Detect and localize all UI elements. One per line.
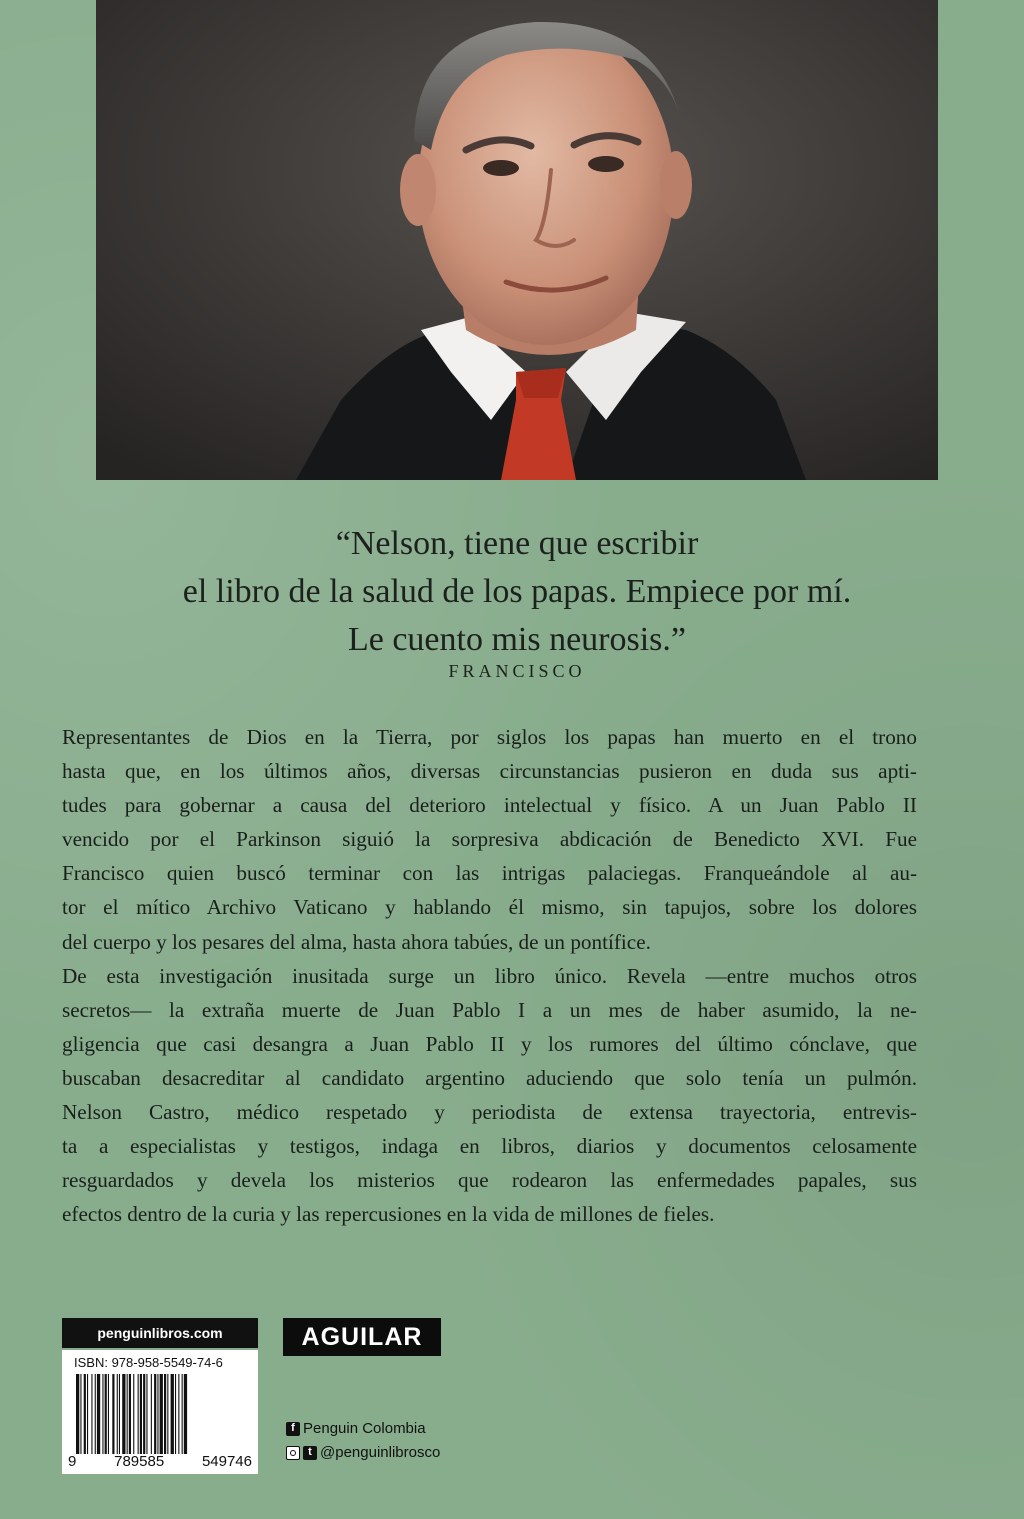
synopsis-line: Francisco quien buscó terminar con las intrigas palaciegas. Franqueándole al au-	[62, 861, 917, 886]
barcode-bar	[129, 1374, 131, 1454]
barcode-bar	[108, 1374, 109, 1454]
facebook-icon: f	[286, 1422, 300, 1436]
instagram-twitter-link	[286, 1444, 440, 1461]
barcode-bar	[184, 1374, 187, 1454]
synopsis-line: Representantes de Dios en la Tierra, por siglos los papas han muerto en el trono	[62, 725, 917, 749]
barcode-bar	[133, 1374, 134, 1454]
barcode-digit-group: 9	[68, 1453, 77, 1470]
barcode-bar	[143, 1374, 145, 1454]
barcode-bar	[151, 1374, 152, 1454]
publisher-website: penguinlibros.com	[62, 1318, 258, 1348]
isbn-label: ISBN: 978-958-5549-74-6	[74, 1355, 223, 1370]
barcode-bar	[87, 1374, 88, 1454]
barcode-bar	[76, 1374, 79, 1454]
synopsis-line: ta a especialistas y testigos, indaga en libros, diarios y documentos celosamente	[62, 1134, 917, 1159]
barcode-bar	[102, 1374, 103, 1454]
quote-line: Le cuento mis neurosis.”	[347, 621, 687, 658]
facebook-link	[286, 1420, 426, 1437]
barcode-digit-group: 789585	[114, 1453, 165, 1470]
quote-line: el libro de la salud de los papas. Empiece por mí.	[182, 573, 852, 610]
barcode-bar	[140, 1374, 142, 1454]
barcode-bar	[117, 1374, 118, 1454]
synopsis-line: del cuerpo y los pesares del alma, hasta ahora tabúes, de un pontífice.	[62, 929, 651, 954]
barcode-bar	[178, 1374, 179, 1454]
barcode-bar	[112, 1374, 114, 1454]
barcode-bar	[171, 1374, 174, 1454]
barcode-bar	[138, 1374, 139, 1454]
barcode-bar	[146, 1374, 147, 1454]
synopsis-line: gligencia que casi desangra a Juan Pablo II y los rumores del último cónclave, que	[62, 1031, 917, 1056]
barcode-bar	[167, 1374, 168, 1454]
barcode-bar	[157, 1374, 158, 1454]
social-handle: @penguinlibrosco	[320, 1444, 441, 1461]
barcode-bar	[164, 1374, 166, 1454]
synopsis-line: vencido por el Parkinson siguió la sorpresiva abdicación de Benedicto XVI. Fue	[62, 827, 917, 852]
synopsis-line: efectos dentro de la curia y las repercusiones en la vida de millones de fieles.	[62, 1202, 715, 1227]
instagram-icon	[286, 1446, 300, 1460]
synopsis-line: hasta que, en los últimos años, diversas circunstancias pusieron en duda sus apti-	[62, 759, 917, 784]
quote-author: FRANCISCO	[448, 661, 586, 681]
isbn-barcode	[62, 1350, 258, 1474]
synopsis-line: secretos— la extraña muerte de Juan Pablo I a un mes de haber asumido, la ne-	[62, 997, 917, 1022]
barcode-bar	[154, 1374, 156, 1454]
barcode-bar	[182, 1374, 183, 1454]
synopsis-line: Nelson Castro, médico respetado y periodista de extensa trayectoria, entrevis-	[62, 1100, 917, 1125]
barcode-bar	[175, 1374, 176, 1454]
synopsis-line: De esta investigación inusitada surge un libro único. Revela —entre muchos otros	[62, 963, 917, 988]
facebook-name: Penguin Colombia	[303, 1420, 426, 1437]
barcode-digits	[62, 1453, 258, 1470]
synopsis-line: buscaban desacreditar al candidato argentino aduciendo que solo tenía un pulmón.	[62, 1065, 917, 1090]
synopsis-line: resguardados y devela los misterios que rodearon las enfermedades papales, sus	[62, 1168, 917, 1193]
barcode-bars-icon	[76, 1374, 246, 1454]
barcode-bar	[95, 1374, 96, 1454]
synopsis-text	[62, 720, 917, 1231]
barcode-digit-group: 549746	[201, 1453, 252, 1470]
synopsis-line: tor el mítico Archivo Vaticano y hablando él mismo, sin tapujos, sobre los dolores	[62, 895, 917, 920]
barcode-bar	[127, 1374, 128, 1454]
barcode-bar	[91, 1374, 92, 1454]
barcode-bar	[122, 1374, 125, 1454]
synopsis-line: tudes para gobernar a causa del deterioro intelectual y físico. A un Juan Pablo II	[62, 793, 917, 818]
epigraph-quote	[96, 520, 938, 664]
twitter-icon: t	[303, 1446, 317, 1460]
author-portrait	[96, 0, 938, 480]
barcode-bar	[160, 1374, 163, 1454]
barcode-bar	[119, 1374, 120, 1454]
quote-line: “Nelson, tiene que escribir	[335, 525, 699, 562]
barcode-bar	[84, 1374, 86, 1454]
barcode-bar	[97, 1374, 100, 1454]
barcode-bar	[80, 1374, 81, 1454]
author-portrait-icon	[96, 0, 938, 480]
barcode-bar	[105, 1374, 107, 1454]
publisher-logo: AGUILAR	[283, 1318, 441, 1356]
